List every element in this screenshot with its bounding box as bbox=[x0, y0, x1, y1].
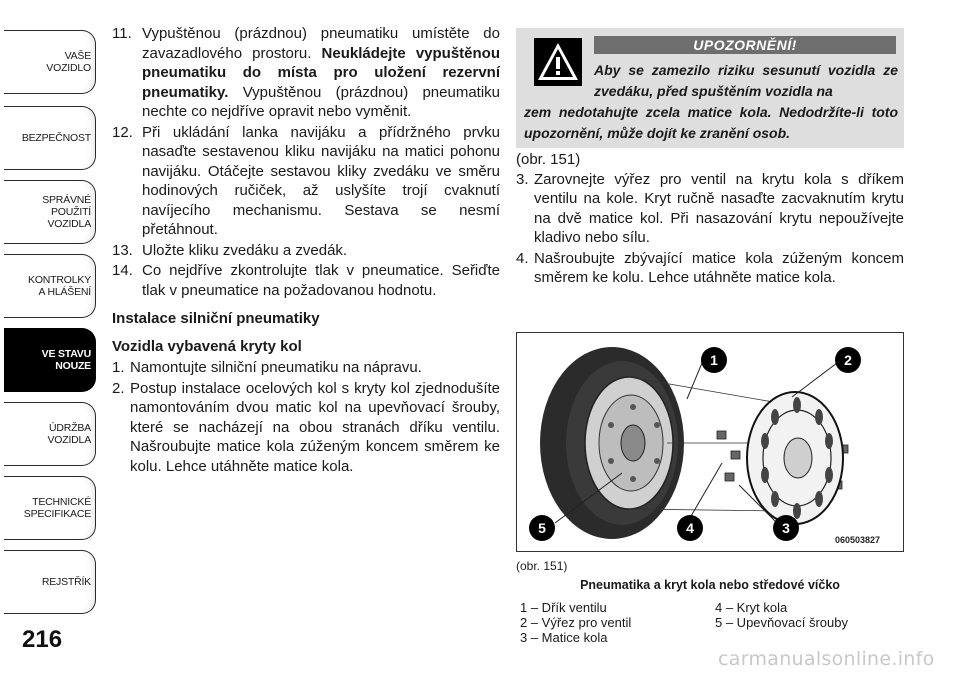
legend-left bbox=[520, 600, 631, 645]
warning-title: UPOZORNĚNÍ! bbox=[594, 36, 896, 54]
item-text: Vypuštěnou (prázdnou) pneumatiku umístěte do zavazadlového prostoru. bbox=[142, 25, 500, 62]
tab-label: VAŠE bbox=[64, 50, 91, 62]
tab-label: NOUZE bbox=[55, 360, 91, 372]
watermark: carmanualsonline.info bbox=[718, 648, 935, 670]
list-item bbox=[112, 241, 500, 261]
item-number: 14. bbox=[112, 262, 133, 279]
figure-caption: Pneumatika a kryt kola nebo středové víčko bbox=[580, 578, 840, 592]
item-text: Co nejdříve zkontrolujte tlak v pneumatice. Seřiďte tlak v pneumatice na požadovanou hodnotu. bbox=[142, 262, 500, 299]
item-text: Uložte kliku zvedáku a zvedák. bbox=[142, 241, 348, 259]
item-number: 13. bbox=[112, 241, 133, 259]
item-number: 12. bbox=[112, 123, 133, 141]
wheel-cover-center bbox=[784, 438, 812, 478]
tab-label: TECHNICKÉ bbox=[32, 496, 91, 508]
warning-text bbox=[524, 60, 898, 144]
page-number: 216 bbox=[22, 626, 63, 653]
list-item bbox=[516, 170, 904, 248]
callout-1: 1 bbox=[701, 347, 727, 373]
item-text: Při ukládání lanka navijáku a přídržného prvku nasaďte sestavenou kliku navijáku na matici pohonu navijáku. Otáčejte sestavou kliky zvedáku ve směru hodinových ručiček, až uslyšíte trojí cvaknutí navíjecího mechanismu. Sestava se nesmí přetáhnout. bbox=[142, 123, 500, 238]
legend-item: 4 – Kryt kola bbox=[715, 600, 788, 615]
legend-item: 1 – Dřík ventilu bbox=[520, 600, 607, 615]
tab-label: REJSTŘÍK bbox=[41, 576, 91, 588]
tab-label: VOZIDLA bbox=[47, 218, 91, 230]
warning-box bbox=[516, 28, 904, 148]
right-column bbox=[516, 150, 904, 289]
tab-label: SPECIFIKACE bbox=[23, 508, 91, 520]
tab-label: A HLÁŠENÍ bbox=[38, 286, 91, 298]
callout-3: 3 bbox=[773, 515, 799, 541]
left-column bbox=[112, 24, 500, 477]
tab-kontrolky[interactable] bbox=[4, 254, 96, 318]
tab-label: SPRÁVNÉ bbox=[42, 194, 91, 206]
tab-label: VOZIDLO bbox=[46, 62, 91, 74]
item-number: 2. bbox=[112, 379, 125, 397]
legend-item: 3 – Matice kola bbox=[520, 630, 608, 645]
section-heading: Instalace silniční pneumatiky bbox=[112, 310, 320, 327]
list-item bbox=[112, 379, 500, 477]
tab-udrzba[interactable] bbox=[4, 402, 96, 466]
item-bold-text: Neukládejte vypuštěnou pneumatiku do místa pro uložení rezervní pneumatiky. bbox=[142, 44, 501, 101]
tab-technicke-specifikace[interactable] bbox=[4, 476, 96, 540]
item-number: 1. bbox=[112, 359, 125, 376]
warning-text-first: Aby se zamezilo riziku sesunutí vozidla ze zvedáku, před spuštěním vozidla na bbox=[594, 62, 898, 99]
item-text: Vypuštěnou (prázdnou) pneumatiku nechte co nejdříve opravit nebo vyměnit. bbox=[142, 83, 501, 120]
tab-label: ÚDRŽBA bbox=[49, 422, 91, 434]
item-number: 3. bbox=[516, 170, 529, 188]
tab-vase-vozidlo[interactable] bbox=[4, 30, 96, 94]
list-item bbox=[112, 358, 500, 378]
callout-5: 5 bbox=[529, 515, 555, 541]
list-item bbox=[112, 24, 500, 122]
warning-text-rest: zem nedotahujte zcela matice kola. Nedodržíte-li toto upozornění, může dojít ke zranění osob. bbox=[524, 104, 898, 141]
tab-rejstrik[interactable] bbox=[4, 550, 96, 614]
tab-bezpecnost[interactable] bbox=[4, 106, 96, 170]
item-text: Postup instalace ocelových kol s kryty kol zjednodušíte namontováním dvou matic kol na upevňovací šrouby, které se nacházejí na obou stranách dříku ventilu. Našroubujte matice kola zúženým koncem směrem ke kolu. Lehce utáhněte matice kola. bbox=[130, 379, 500, 475]
item-text: Našroubujte zbývající matice kola zúženým koncem směrem ke kolu. Lehce utáhněte matice kola. bbox=[534, 249, 904, 286]
item-number: 11. bbox=[112, 25, 132, 42]
tab-label: BEZPEČNOST bbox=[21, 132, 91, 144]
tab-label: VOZIDLA bbox=[47, 434, 91, 446]
legend-item: 5 – Upevňovací šrouby bbox=[715, 615, 848, 630]
figure-ref-label: (obr. 151) bbox=[516, 559, 568, 573]
tab-ve-stavu-nouze[interactable] bbox=[4, 328, 96, 392]
legend-item: 2 – Výřez pro ventil bbox=[520, 615, 632, 630]
figure-code: 060503827 bbox=[835, 535, 881, 545]
item-number: 4. bbox=[516, 249, 529, 267]
list-item bbox=[112, 261, 500, 300]
tab-label: KONTROLKY bbox=[28, 274, 91, 286]
list-item bbox=[112, 123, 500, 240]
legend-right bbox=[715, 600, 848, 630]
wheel-cover-illustration bbox=[516, 332, 904, 552]
callout-2: 2 bbox=[835, 347, 861, 373]
figure-reference: (obr. 151) bbox=[516, 151, 581, 168]
hub bbox=[621, 425, 645, 461]
item-text: Namontujte silniční pneumatiku na nápravu. bbox=[130, 359, 422, 376]
chapter-tabs bbox=[0, 0, 104, 678]
list-item bbox=[516, 249, 904, 288]
callout-4: 4 bbox=[677, 515, 703, 541]
tab-label: POUŽITÍ bbox=[50, 206, 91, 218]
item-text: Zarovnejte výřez pro ventil na krytu kola s dříkem ventilu na kole. Kryt ručně nasaďte zacvaknutím krytu na dvě matice kol. Při nasazování krytu nepoužívejte kladivo nebo sílu. bbox=[534, 170, 904, 246]
tab-label: VE STAVU bbox=[41, 348, 91, 360]
tab-spravne-pouziti[interactable] bbox=[4, 180, 96, 244]
section-subheading: Vozidla vybavená kryty kol bbox=[112, 337, 302, 355]
